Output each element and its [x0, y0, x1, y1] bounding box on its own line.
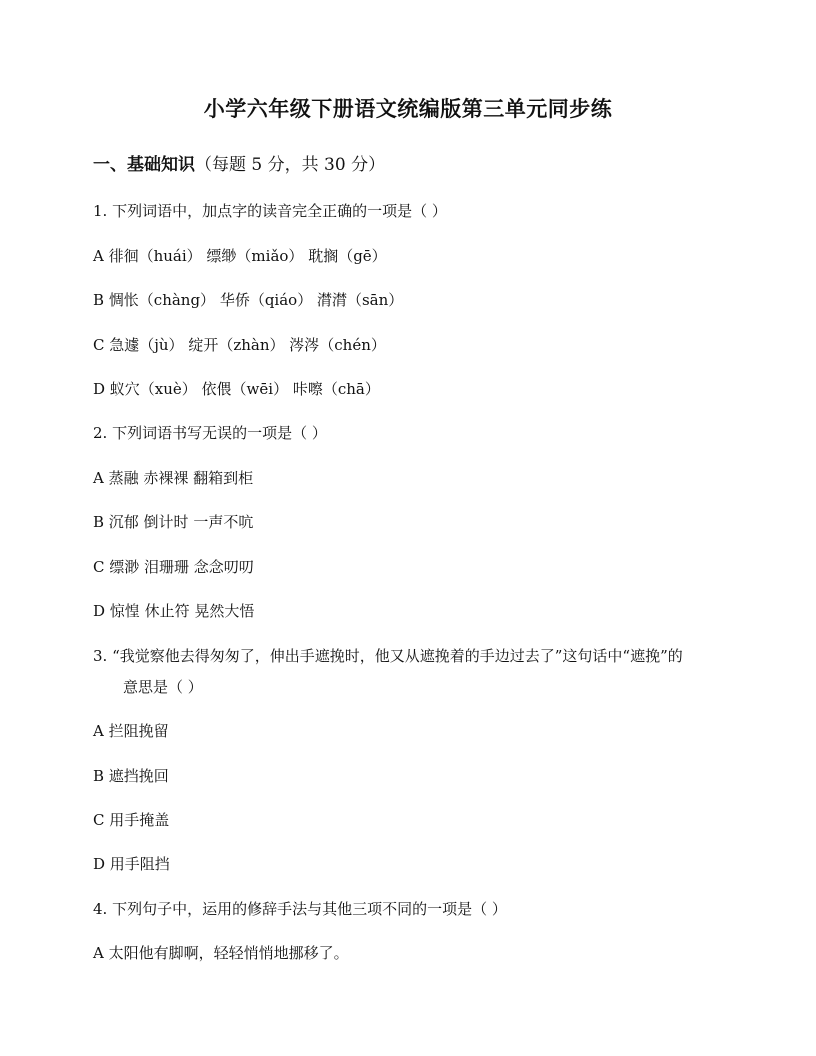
- question-2-option-c: C 缥渺 泪珊珊 念念叨叨: [93, 558, 254, 576]
- question-3-stem-continued: 意思是（ ）: [123, 678, 203, 696]
- question-2-option-a: A 蒸融 赤裸裸 翻箱到柜: [93, 469, 254, 487]
- section-heading-label: 一、基础知识: [93, 155, 195, 175]
- question-2-option-d: D 惊惶 休止符 晃然大悟: [93, 602, 255, 620]
- section-heading: [93, 150, 385, 175]
- question-2-option-b: B 沉郁 倒计时 一声不吭: [93, 513, 254, 531]
- question-3-option-d: D 用手阻挡: [93, 855, 170, 873]
- question-1-option-a: A 徘徊（huái） 缥缈（miǎo） 耽搁（gē）: [93, 247, 387, 265]
- question-3-option-c: C 用手掩盖: [93, 811, 170, 829]
- question-2-stem: 2. 下列词语书写无误的一项是（ ）: [93, 424, 327, 442]
- question-4-option-a: A 太阳他有脚啊，轻轻悄悄地挪移了。: [93, 944, 349, 962]
- question-1-option-c: C 急遽（jù） 绽开（zhàn） 涔涔（chén）: [93, 336, 386, 354]
- question-1-option-b: B 惆怅（chàng） 华侨（qiáo） 潸潸（sān）: [93, 291, 404, 309]
- section-score-note: （每题 5 分，共 30 分）: [195, 155, 386, 175]
- question-1-option-d: D 蚁穴（xuè） 依偎（wēi） 咔嚓（chā）: [93, 380, 380, 398]
- question-3-option-a: A 拦阻挽留: [93, 722, 169, 740]
- question-4-stem: 4. 下列句子中，运用的修辞手法与其他三项不同的一项是（ ）: [93, 900, 507, 918]
- page-title: 小学六年级下册语文统编版第三单元同步练: [203, 96, 613, 121]
- question-3-stem: 3. “我觉察他去得匆匆了，伸出手遮挽时，他又从遮挽着的手边过去了”这句话中“遮挽”的: [93, 647, 683, 665]
- question-1-stem: 1. 下列词语中，加点字的读音完全正确的一项是（ ）: [93, 202, 447, 220]
- question-3-option-b: B 遮挡挽回: [93, 767, 169, 785]
